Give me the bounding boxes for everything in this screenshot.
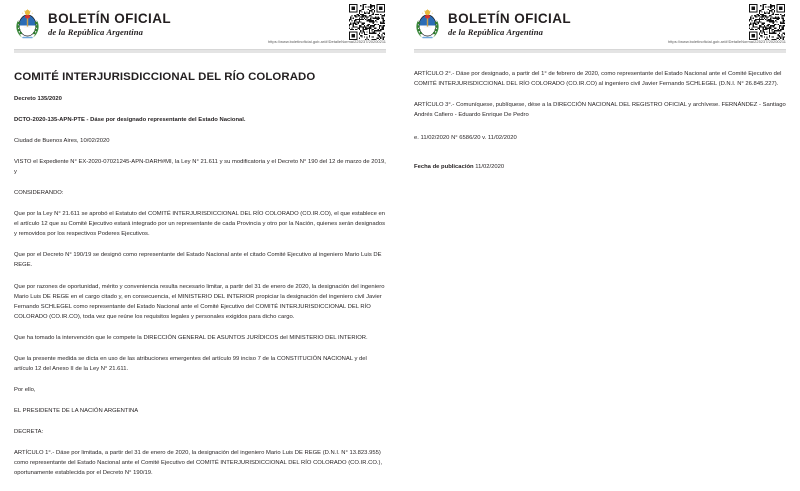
- header-url: https://www.boletinoficial.gob.ar/#!DetalleNorma/225237/20200211: [268, 39, 386, 44]
- considerando-paragraph: Que por el Decreto N° 190/19 se designó como representante del Estado Nacional ante el citado Comité Ejecutivo al ingeniero Mario Luis DE REGE.: [14, 252, 382, 269]
- por-ello: Por ello,: [14, 386, 36, 393]
- city-date: Ciudad de Buenos Aires, 10/02/2020: [14, 138, 110, 145]
- boletin-oficial-brand: [14, 9, 171, 40]
- brand-title: BOLETÍN OFICIAL: [448, 11, 571, 27]
- decreta-label: DECRETA:: [14, 428, 44, 435]
- page-header: [400, 0, 800, 52]
- articulo-1: ARTÍCULO 1°.- Dáse por limitada, a partir del 31 de enero de 2020, la designación del ingeniero Mario Luis DE REGE (D.N.I. N° 13.823.955) como representante del Estado Nacional ante el Comité Ejecutivo del COMITÉ INTERJURISDICCIONAL DEL RÍO COLORADO (CO.IR.CO.), oportunamente establecida por el Decreto N° 190/19.: [14, 449, 383, 477]
- considerando-paragraph: Que por la Ley N° 21.611 se aprobó el Estatuto del COMITÉ INTERJURISDICCIONAL DEL RÍO COLORADO (CO.IR.CO), el que establece en el artículo 12 que su Comité Ejecutivo estará integrado por un representante de cada Provincia y otro por la Nación, quienes serán designados y removidos por los respectivos Poderes Ejecutivos.: [14, 211, 386, 238]
- brand-title: BOLETÍN OFICIAL: [48, 11, 171, 27]
- page-title: COMITÉ INTERJURISDICCIONAL DEL RÍO COLORADO: [14, 71, 316, 83]
- header-divider: [414, 49, 786, 53]
- articulo-2: ARTÍCULO 2°.- Dáse por designado, a partir del 1° de febrero de 2020, como representante del Estado Nacional ante el Comité Ejecutivo del COMITÉ INTERJURISDICCIONAL DEL RÍO COLORADO (CO.IR.CO) al ingeniero civil Javier Fernando SCHLEGEL (D.N.I. N° 26.845.227).: [414, 71, 782, 88]
- articulo-3: ARTÍCULO 3°.- Comuníquese, publíquese, dése a la DIRECCIÓN NACIONAL DEL REGISTRO OFICIAL y archívese. FERNÁNDEZ - Santiago Andrés Cafiero - Eduardo Enrique De Pedro: [414, 102, 786, 119]
- page-header: [0, 0, 400, 52]
- page-1-body: [0, 71, 400, 478]
- considerando-label: CONSIDERANDO:: [14, 190, 64, 197]
- qr-code: [349, 4, 385, 40]
- publication-reference: e. 11/02/2020 N° 6586/20 v. 11/02/2020: [414, 135, 517, 142]
- publication-date-label: Fecha de publicación: [414, 164, 474, 171]
- boletin-oficial-brand: [414, 9, 571, 40]
- header-divider: [14, 49, 386, 53]
- qr-code: [749, 4, 785, 40]
- considerando-paragraph: Que por razones de oportunidad, mérito y conveniencia resulta necesario limitar, a partir del 31 de enero de 2020, la designación del ingeniero Mario Luis DE REGE en el cargo citado y, en consecuencia, el MINISTERIO DEL INTERIOR propiciar la designación del ingeniero civil Javier Fernando SCHLEGEL como representante del Estado Nacional ante el Comité Ejecutivo del COMITÉ INTERJURISDICCIONAL DEL RÍO COLORADO (CO.IR.CO), toda vez que reúne los requisitos legales y personales exigidos para dicho cargo.: [14, 283, 385, 320]
- page-2-body: [400, 69, 800, 172]
- dcto-summary: DCTO-2020-135-APN-PTE - Dáse por designado representante del Estado Nacional.: [14, 117, 246, 124]
- argentine-coat-of-arms-icon: [414, 9, 441, 40]
- argentine-coat-of-arms-icon: [14, 9, 41, 40]
- president-line: EL PRESIDENTE DE LA NACIÓN ARGENTINA: [14, 407, 139, 414]
- brand-subtitle: de la República Argentina: [48, 27, 144, 38]
- considerando-paragraph: Que la presente medida se dicta en uso de las atribuciones emergentes del artículo 99 inciso 7 de la CONSTITUCIÓN NACIONAL y del artículo 12 del Anexo II de la Ley N° 21.611.: [14, 355, 367, 372]
- brand-subtitle: de la República Argentina: [448, 27, 544, 38]
- header-url: https://www.boletinoficial.gob.ar/#!DetalleNorma/225237/20200211: [668, 39, 786, 44]
- decreto-number: Decreto 135/2020: [14, 96, 62, 102]
- publication-date-value: 11/02/2020: [475, 164, 505, 171]
- document-page-2: [400, 0, 800, 491]
- considerando-paragraph: Que ha tomado la intervención que le compete la DIRECCIÓN GENERAL DE ASUNTOS JURÍDICOS del MINISTERIO DEL INTERIOR.: [14, 334, 368, 341]
- visto-paragraph: VISTO el Expediente N° EX-2020-07021245-APN-DARH#MI, la Ley N° 21.611 y su modificatoria y el Decreto N° 190 del 12 de marzo de 2019, y: [14, 159, 386, 176]
- publication-date: [414, 162, 786, 172]
